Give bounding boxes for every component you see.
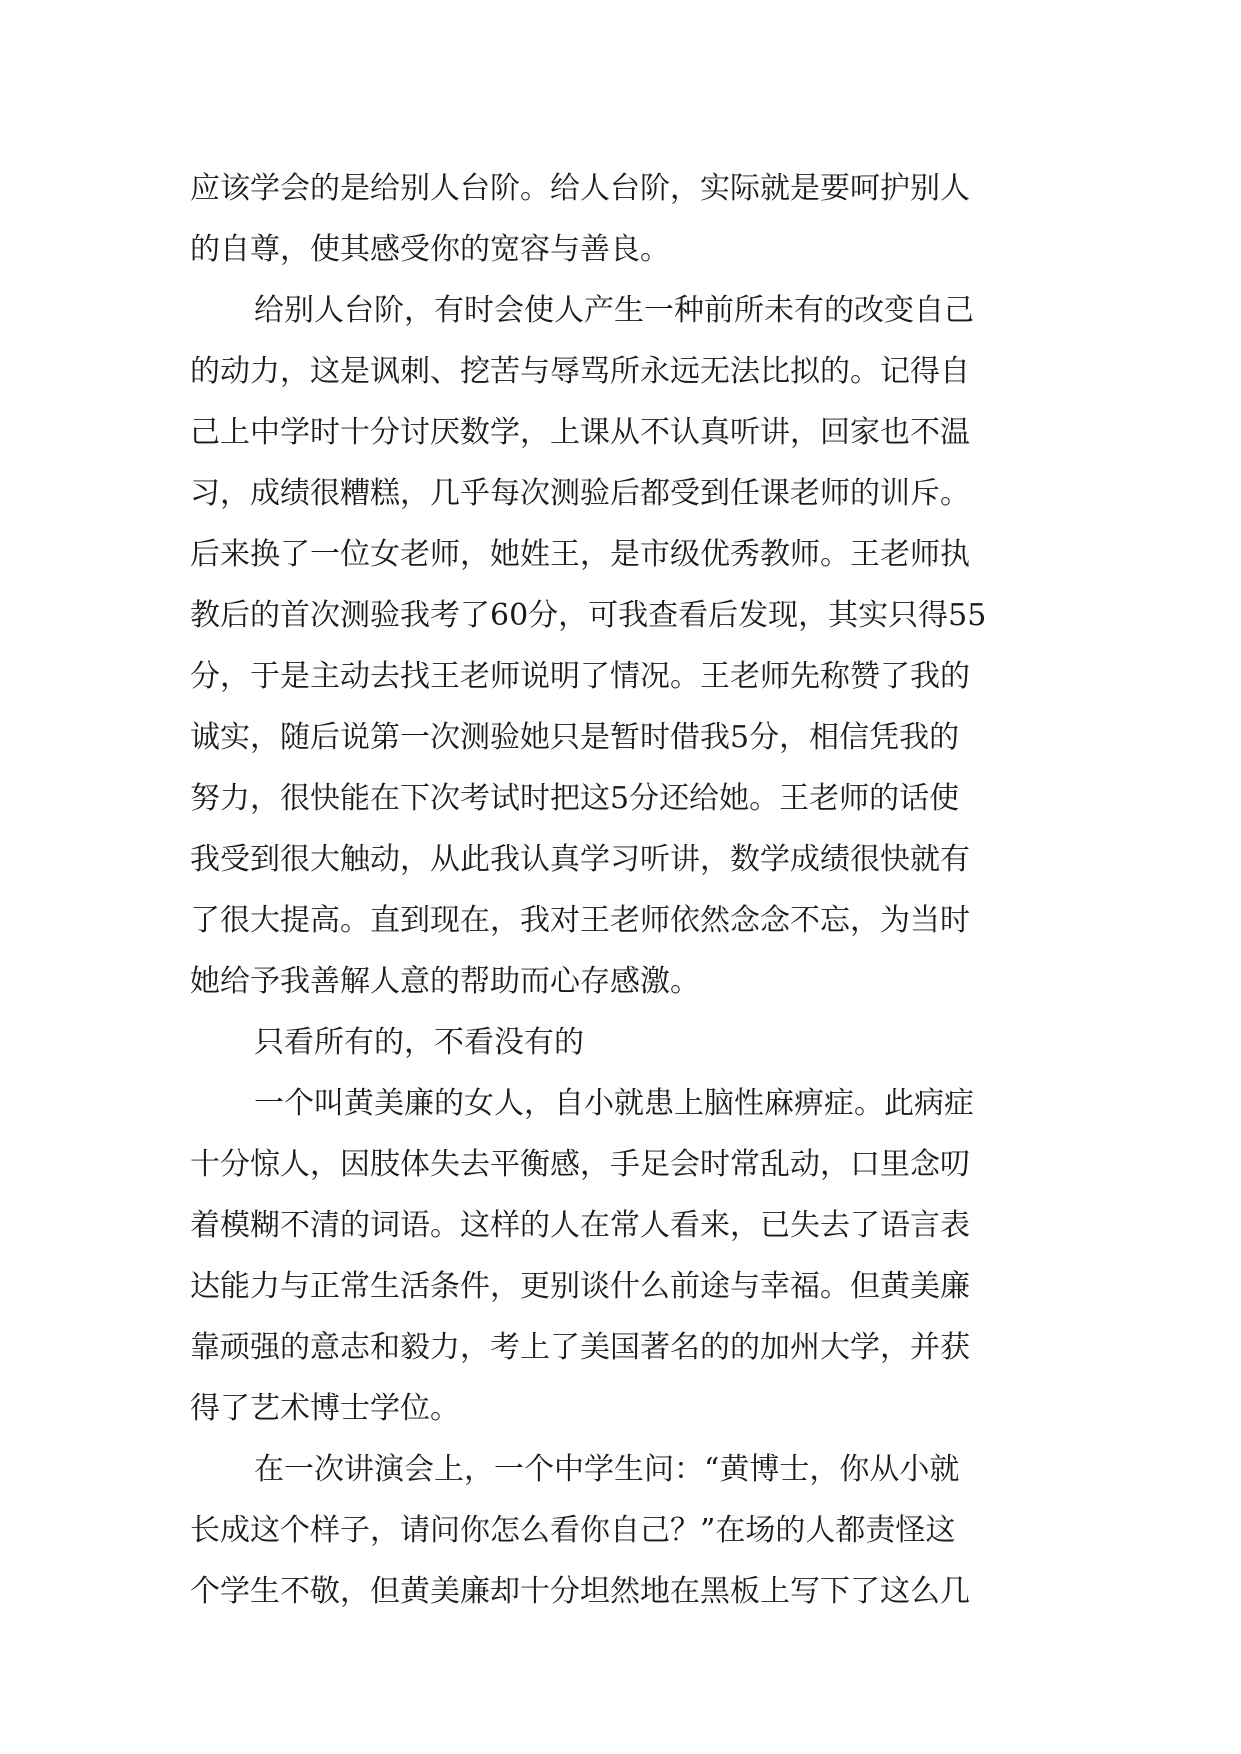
text-line: 习，成绩很糟糕，几乎每次测验后都受到任课老师的训斥。: [190, 476, 970, 511]
text-line: 分，于是主动去找王老师说明了情况。王老师先称赞了我的: [190, 659, 970, 694]
text-line: 努力，很快能在下次考试时把这5分还给她。王老师的话使: [190, 781, 960, 816]
text-line: 我受到很大触动，从此我认真学习听讲，数学成绩很快就有: [190, 842, 970, 877]
text-line: 长成这个样子，请问你怎么看你自己？”在场的人都责怪这: [190, 1513, 956, 1548]
text-line: 她给予我善解人意的帮助而心存感激。: [190, 964, 700, 999]
text-line: 达能力与正常生活条件，更别谈什么前途与幸福。但黄美廉: [190, 1269, 970, 1304]
text-line: 只看所有的，不看没有的: [254, 1025, 584, 1060]
text-line: 诚实，随后说第一次测验她只是暂时借我5分，相信凭我的: [190, 720, 960, 755]
text-line: 十分惊人，因肢体失去平衡感，手足会时常乱动，口里念叨: [190, 1147, 970, 1182]
text-line: 应该学会的是给别人台阶。给人台阶，实际就是要呵护别人: [190, 171, 970, 206]
text-line: 一个叫黄美廉的女人，自小就患上脑性麻痹症。此病症: [254, 1086, 974, 1121]
text-line: 的自尊，使其感受你的宽容与善良。: [190, 232, 670, 267]
text-line: 着模糊不清的词语。这样的人在常人看来，已失去了语言表: [190, 1208, 970, 1243]
text-line: 靠顽强的意志和毅力，考上了美国著名的的加州大学，并获: [190, 1330, 970, 1365]
document-body: [190, 158, 1058, 1622]
text-line: 给别人台阶，有时会使人产生一种前所未有的改变自己: [254, 293, 974, 328]
text-line: 得了艺术博士学位。: [190, 1391, 460, 1426]
text-line: 在一次讲演会上，一个中学生问：“黄博士，你从小就: [254, 1452, 960, 1487]
text-line: 了很大提高。直到现在，我对王老师依然念念不忘，为当时: [190, 903, 970, 938]
text-line: 己上中学时十分讨厌数学，上课从不认真听讲，回家也不温: [190, 415, 970, 450]
text-line: 个学生不敬，但黄美廉却十分坦然地在黑板上写下了这么几: [190, 1574, 970, 1609]
text-line: 的动力，这是讽刺、挖苦与辱骂所永远无法比拟的。记得自: [190, 354, 970, 389]
text-line: 教后的首次测验我考了60分，可我查看后发现，其实只得55: [190, 598, 987, 633]
text-line: 后来换了一位女老师，她姓王，是市级优秀教师。王老师执: [190, 537, 970, 572]
